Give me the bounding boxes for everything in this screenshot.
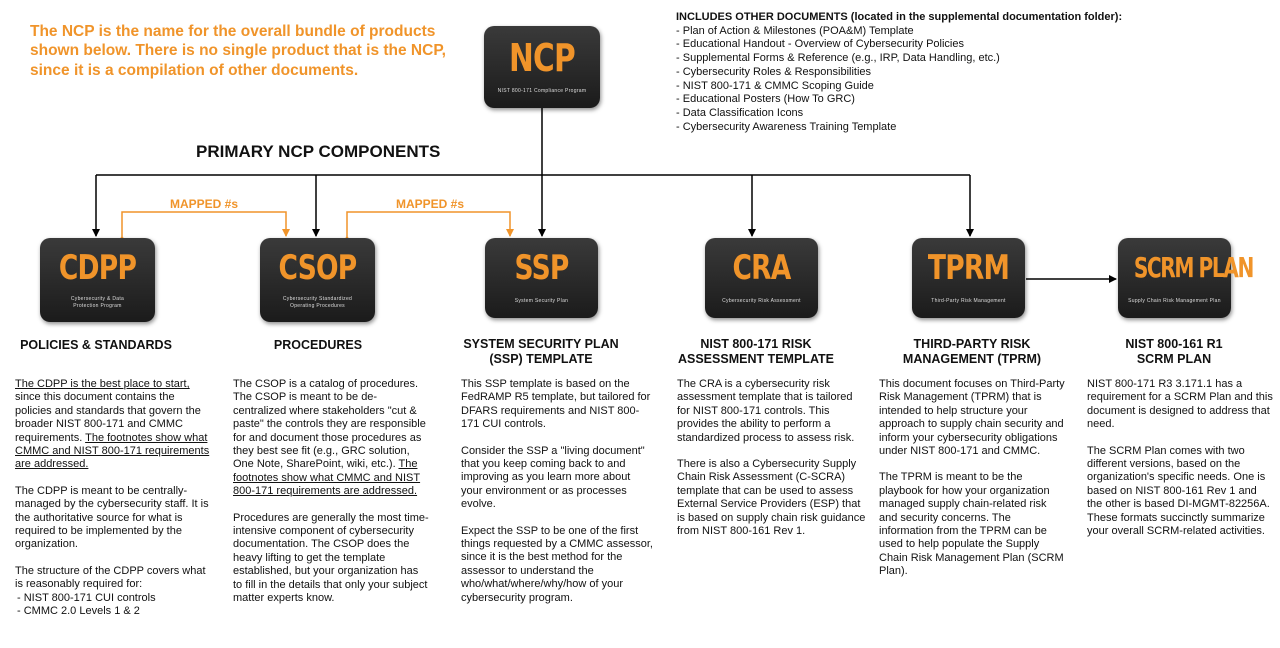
ssp-abbr: SSP bbox=[514, 248, 569, 288]
cdpp-start-note: The CDPP is the best place to start, bbox=[15, 378, 190, 390]
tprm-title-line2: MANAGEMENT (TPRM) bbox=[902, 352, 1042, 366]
csop-title-text: PROCEDURES bbox=[273, 338, 363, 352]
csop-box bbox=[260, 238, 375, 322]
mapped-bracket-csop-ssp bbox=[347, 212, 510, 236]
csop-description bbox=[233, 378, 429, 619]
cdpp-desc-p1-body: since this document contains the policies and standards that govern the broader NIST 800-171 and CMMC requirements. bbox=[15, 391, 201, 444]
cra-title-line1: NIST 800-171 RISK bbox=[700, 337, 812, 351]
supplemental-list bbox=[676, 25, 1236, 135]
cra-abbr: CRA bbox=[732, 248, 791, 288]
scrm-description bbox=[1087, 378, 1275, 551]
cra-title-line2: ASSESSMENT TEMPLATE bbox=[677, 352, 835, 366]
list-item: - CMMC 2.0 Levels 1 & 2 bbox=[17, 605, 211, 618]
csop-desc-p1-body: The CSOP is a catalog of procedures. The CSOP is meant to be de-centralized where stakeholders "cut & paste" the controls they are responsible for and document those procedures as they best see fit (e.g., GRC solution, One Note, SharePoint, wiki, etc.). bbox=[233, 378, 426, 471]
ssp-box bbox=[485, 238, 598, 318]
mapped-bracket-cdpp-csop bbox=[122, 212, 286, 236]
cdpp-desc-p3: The structure of the CDPP covers what is reasonably required for: bbox=[15, 564, 206, 591]
list-item: - Educational Handout - Overview of Cybersecurity Policies bbox=[676, 38, 1236, 52]
ssp-desc-p1: This SSP template is based on the FedRAMP R5 template, but tailored for DFARS requirements and NIST 800-171 CUI controls. bbox=[461, 378, 651, 431]
cdpp-abbr: CDPP bbox=[58, 248, 137, 288]
cdpp-sub-1: Cybersecurity & Data bbox=[70, 296, 125, 302]
cra-description bbox=[677, 378, 867, 551]
list-item: - Supplemental Forms & Reference (e.g., IRP, Data Handling, etc.) bbox=[676, 52, 1236, 66]
cdpp-desc-p1 bbox=[15, 378, 211, 472]
list-item: - Cybersecurity Roles & Responsibilities bbox=[676, 66, 1236, 80]
list-item: - Cybersecurity Awareness Training Template bbox=[676, 121, 1236, 135]
scrm-title-line2: SCRM PLAN bbox=[1136, 352, 1212, 366]
csop-footnote-note: The footnotes show what CMMC and NIST 800-171 requirements are addressed. bbox=[233, 458, 421, 498]
tprm-desc-p1: This document focuses on Third-Party Risk Management (TPRM) that is intended to help structure your approach to supply chain security and inform your cybersecurity obligations under NIST 800-171 and CMMC. bbox=[879, 378, 1065, 458]
csop-abbr: CSOP bbox=[278, 248, 357, 288]
scrm-plan-abbr: SCRM PLAN bbox=[1133, 251, 1253, 284]
csop-sub-1: Cybersecurity Standardized bbox=[282, 296, 353, 302]
list-item: - NIST 800-171 & CMMC Scoping Guide bbox=[676, 80, 1236, 94]
cra-desc-p2: There is also a Cybersecurity Supply Chain Risk Assessment (C-SCRA) template that can be used to assess External Service Providers (ESP) that is based on supply chain risk guidance from NIST 800-161 Rev 1. bbox=[677, 458, 866, 538]
csop-sub-2: Operating Procedures bbox=[290, 303, 345, 309]
cdpp-description bbox=[15, 378, 211, 619]
ssp-sub: System Security Plan bbox=[514, 298, 569, 304]
tprm-sub: Third-Party Risk Management bbox=[931, 298, 1006, 304]
csop-desc-p1 bbox=[233, 378, 429, 499]
tprm-desc-p2: The TPRM is meant to be the playbook for how your organization managed supply chain-related risk and security concerns. The information from the TPRM can be used to help populate the Supply Chain Risk Management Plan (SCRM Plan). bbox=[879, 471, 1064, 578]
cdpp-title bbox=[6, 338, 186, 353]
scrm-title-line1: NIST 800-161 R1 bbox=[1125, 337, 1223, 351]
ssp-description bbox=[461, 378, 653, 618]
cdpp-footnote-note: The footnotes show what CMMC and NIST 800-171 requirements are addressed. bbox=[15, 431, 210, 471]
primary-components-heading: PRIMARY NCP COMPONENTS bbox=[196, 142, 441, 161]
cdpp-box bbox=[40, 238, 155, 322]
cdpp-sub-2: Protection Program bbox=[73, 303, 122, 309]
list-item: - NIST 800-171 CUI controls bbox=[17, 592, 211, 605]
scrm-title bbox=[1074, 337, 1274, 367]
ncp-intro-note: The NCP is the name for the overall bundle of products shown below. There is no single product that is the NCP, since it is a compilation of other documents. bbox=[30, 23, 446, 79]
list-item: - Plan of Action & Milestones (POA&M) Template bbox=[676, 25, 1236, 39]
ssp-title-line1: SYSTEM SECURITY PLAN bbox=[463, 337, 619, 351]
ncp-full-name: NIST 800-171 Compliance Program bbox=[497, 88, 587, 94]
ssp-desc-p3: Expect the SSP to be one of the first things requested by a CMMC assessor, since it is the best method for the assessor to understand the who/what/where/why/how of your cybersecurity program. bbox=[461, 524, 653, 604]
mapped-label-1: MAPPED #s bbox=[170, 197, 239, 211]
csop-title bbox=[228, 338, 408, 353]
cra-title bbox=[656, 337, 856, 367]
ncp-abbr: NCP bbox=[509, 36, 575, 80]
ssp-desc-p2: Consider the SSP a "living document" that you keep coming back to and improving as you learn more about your environment or as processes evolve. bbox=[461, 444, 645, 511]
cra-sub: Cybersecurity Risk Assessment bbox=[722, 298, 801, 304]
mapped-label-2: MAPPED #s bbox=[396, 197, 465, 211]
ssp-title-line2: (SSP) TEMPLATE bbox=[489, 352, 593, 366]
tprm-box bbox=[912, 238, 1025, 318]
cdpp-bullets bbox=[15, 592, 211, 619]
scrm-plan-sub: Supply Chain Risk Management Plan bbox=[1128, 298, 1221, 304]
csop-desc-p2: Procedures are generally the most time-intensive component of cybersecurity documentation. The CSOP does the heavy lifting to get the template established, but your organization has to fill in the details that only your subject matter experts know. bbox=[233, 511, 429, 605]
supplemental-header: INCLUDES OTHER DOCUMENTS (located in the supplemental documentation folder): bbox=[676, 11, 1123, 23]
tprm-description bbox=[879, 378, 1065, 592]
tprm-title bbox=[872, 337, 1072, 367]
cdpp-title-text: POLICIES & STANDARDS bbox=[20, 338, 172, 352]
list-item: - Educational Posters (How To GRC) bbox=[676, 93, 1236, 107]
scrm-plan-box bbox=[1118, 238, 1253, 318]
ncp-box bbox=[484, 26, 600, 108]
ssp-title bbox=[441, 337, 641, 367]
cra-desc-p1: The CRA is a cybersecurity risk assessment template that is tailored for NIST 800-171 controls. This provides the ability to perform a standardized process to assess risk. bbox=[677, 378, 855, 444]
scrm-desc-p1: NIST 800-171 R3 3.171.1 has a requirement for a SCRM Plan and this document is designed to address that need. bbox=[1087, 378, 1273, 431]
tprm-title-line1: THIRD-PARTY RISK bbox=[913, 337, 1031, 351]
cra-box bbox=[705, 238, 818, 318]
cdpp-desc-p2: The CDPP is meant to be centrally-managed by the cybersecurity staff. It is the authoritative source for what is required to be implemented by the organization. bbox=[15, 484, 209, 551]
supplemental-documents bbox=[676, 11, 1236, 134]
tprm-abbr: TPRM bbox=[927, 248, 1010, 288]
scrm-desc-p2: The SCRM Plan comes with two different versions, based on the organization's specific needs. One is based on NIST 800-161 Rev 1 and the other is based DI-MGMT-82256A. These formats succinctly summarize your overall SCRM-related activities. bbox=[1087, 444, 1270, 538]
list-item: - Data Classification Icons bbox=[676, 107, 1236, 121]
